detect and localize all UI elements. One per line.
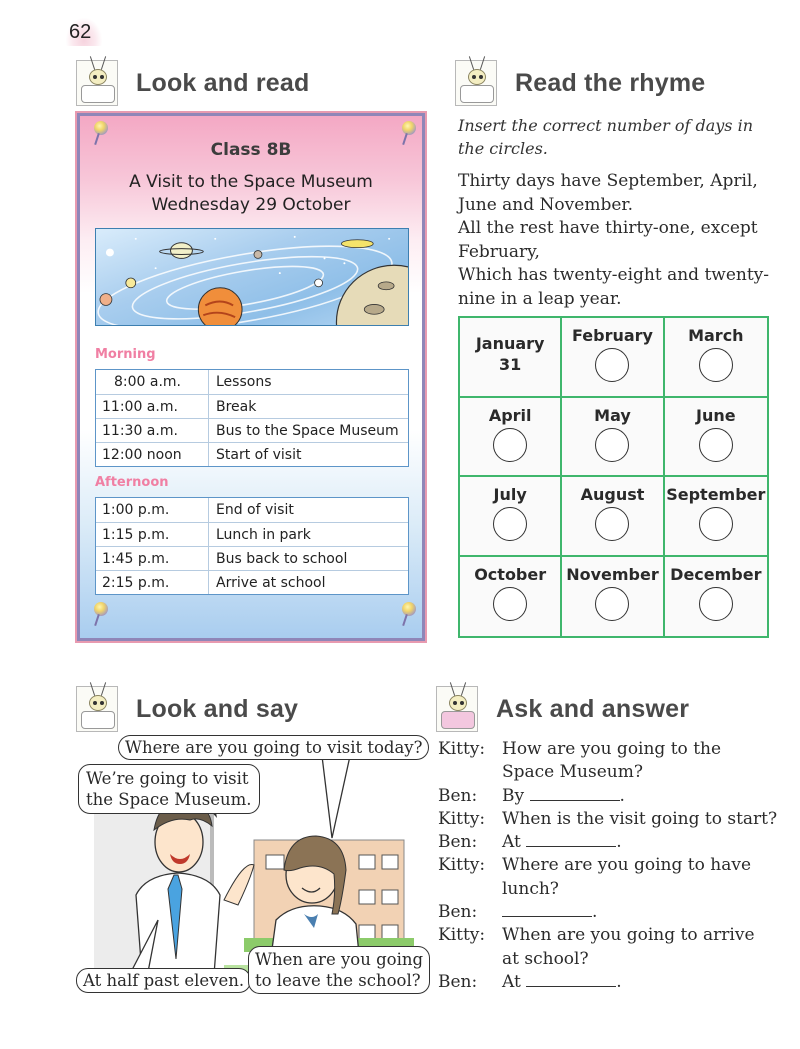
schedule-activity: Bus back to school <box>216 551 348 567</box>
dialogue-row <box>438 854 783 877</box>
dialogue-row <box>438 831 783 854</box>
dialogue-row <box>438 924 783 947</box>
afternoon-schedule-table <box>95 497 409 595</box>
table-row <box>96 418 408 442</box>
answer-circle[interactable] <box>493 587 527 621</box>
section-header-ask-and-answer <box>436 684 689 734</box>
section-header-look-and-read <box>76 58 309 108</box>
table-row <box>96 522 408 546</box>
schedule-time: 12:00 noon <box>96 443 209 466</box>
punctuation: . <box>616 832 622 853</box>
rhyme-line: Thirty days have September, April, <box>458 171 758 191</box>
answer-circle[interactable] <box>595 428 629 462</box>
month-days: 31 <box>499 355 522 374</box>
speech-bubble-girl-question2 <box>248 946 430 994</box>
rhyme-line: June and November. <box>458 194 634 215</box>
section-title: Look and read <box>136 68 310 97</box>
schedule-time: 11:30 a.m. <box>96 419 209 442</box>
month-name: October <box>474 564 547 584</box>
schedule-time: 2:15 p.m. <box>96 571 209 594</box>
dialogue-answer <box>502 831 783 854</box>
space-illustration <box>95 228 409 326</box>
section-header-look-and-say <box>76 684 298 734</box>
answer-circle[interactable] <box>595 587 629 621</box>
notice-title-line1: A Visit to the Space Museum <box>129 172 373 192</box>
schedule-activity: End of visit <box>216 502 294 518</box>
class-name: Class 8B <box>210 140 292 160</box>
dialogue-text: lunch? <box>502 878 559 899</box>
schedule-time: 8:00 a.m. <box>96 370 209 394</box>
month-cell-march <box>665 318 767 398</box>
schedule-activity: Arrive at school <box>216 575 326 591</box>
table-row <box>96 394 408 418</box>
pushpin-icon <box>94 121 108 135</box>
pushpin-icon <box>94 602 108 616</box>
speaker: Kitty: <box>438 925 486 946</box>
speech-bubble-boy-answer <box>78 764 260 814</box>
schedule-time: 1:15 p.m. <box>96 523 209 546</box>
rhyme-line: February, <box>458 241 540 262</box>
speaker <box>438 878 502 901</box>
punctuation: . <box>592 902 598 923</box>
schedule-time: 1:00 p.m. <box>96 498 209 522</box>
month-name: July <box>493 485 527 504</box>
dialogue-text: Space Museum? <box>502 762 643 783</box>
look-and-say-illustration <box>74 730 422 998</box>
dialogue-text: at school? <box>502 948 589 969</box>
ant-reading-icon <box>455 60 497 106</box>
table-row <box>96 570 408 594</box>
morning-schedule-table <box>95 369 409 467</box>
month-name: September <box>666 485 766 504</box>
dialogue-text: How are you going to the <box>502 739 722 759</box>
speaker: Ben: <box>438 902 478 923</box>
month-name: August <box>580 485 645 504</box>
month-name: November <box>566 564 659 584</box>
month-cell-september <box>665 477 767 557</box>
table-row <box>96 442 408 466</box>
section-title: Ask and answer <box>496 694 690 723</box>
speaker: Ben: <box>438 832 478 853</box>
dialogue-text: At <box>502 832 521 853</box>
ant-reading-icon <box>76 60 118 106</box>
dialogue-text: By <box>502 785 525 806</box>
answer-circle[interactable] <box>493 507 527 541</box>
punctuation: . <box>616 971 622 992</box>
ant-talking-icon <box>76 686 118 732</box>
schedule-time: 11:00 a.m. <box>96 395 209 418</box>
month-cell-july <box>460 477 562 557</box>
speaker: Ben: <box>438 971 478 992</box>
schedule-activity: Lunch in park <box>216 527 311 543</box>
answer-circle[interactable] <box>699 587 733 621</box>
pushpin-icon <box>402 121 416 135</box>
schedule-activity: Break <box>216 399 257 415</box>
afternoon-label: Afternoon <box>95 475 169 490</box>
answer-circle[interactable] <box>699 348 733 382</box>
notice-date: Wednesday 29 October <box>151 195 351 215</box>
dialogue-answer <box>502 971 783 994</box>
table-row <box>96 546 408 570</box>
ant-writing-icon <box>436 686 478 732</box>
table-row <box>96 498 408 522</box>
dialogue-row <box>438 808 783 831</box>
month-name: May <box>594 405 631 425</box>
speech-line: When are you going <box>255 950 424 969</box>
speech-line: the Space Museum. <box>86 790 252 809</box>
speech-bubble-girl-question: Where are you going to visit today? <box>118 735 429 760</box>
dialogue-answer <box>502 901 783 924</box>
speaker: Ben: <box>438 785 478 806</box>
rhyme-line: Which has twenty-eight and twenty- <box>458 265 770 285</box>
section-title: Read the rhyme <box>515 68 706 97</box>
answer-circle[interactable] <box>699 428 733 462</box>
answer-blank[interactable] <box>530 785 620 801</box>
answer-blank[interactable] <box>502 901 592 917</box>
rhyme-text <box>458 170 778 311</box>
dialogue-row <box>438 878 783 901</box>
month-cell-june <box>665 398 767 478</box>
dialogue <box>438 738 783 994</box>
speaker: Kitty: <box>438 855 486 876</box>
dialogue-text: At <box>502 971 521 992</box>
month-cell-november <box>562 557 664 637</box>
speaker <box>438 948 502 971</box>
punctuation: . <box>619 785 625 806</box>
month-name: March <box>688 326 744 345</box>
schedule-activity: Bus to the Space Museum <box>216 423 399 439</box>
month-cell-august <box>562 477 664 557</box>
dialogue-text: When are you going to arrive <box>502 925 755 946</box>
notice-title <box>80 171 422 217</box>
months-grid <box>458 316 769 638</box>
dialogue-row <box>438 738 783 761</box>
schedule-activity: Start of visit <box>216 447 302 463</box>
dialogue-row <box>438 761 783 784</box>
speaker <box>438 761 502 784</box>
section-header-read-the-rhyme <box>455 58 705 108</box>
section-title: Look and say <box>136 694 299 723</box>
speech-line: to leave the school? <box>255 971 421 990</box>
month-name: April <box>488 405 532 425</box>
schedule-activity: Lessons <box>216 374 272 390</box>
month-cell-february <box>562 318 664 398</box>
month-cell-october <box>460 557 562 637</box>
dialogue-row <box>438 971 783 994</box>
month-cell-april <box>460 398 562 478</box>
dialogue-row <box>438 901 783 924</box>
answer-circle[interactable] <box>595 507 629 541</box>
rhyme-instruction: Insert the correct number of days in the circles. <box>458 116 753 158</box>
answer-circle[interactable] <box>699 507 733 541</box>
answer-blank[interactable] <box>526 971 616 987</box>
pushpin-icon <box>402 602 416 616</box>
month-name: December <box>670 564 762 584</box>
dialogue-text: When is the visit going to start? <box>502 808 778 829</box>
notice-board <box>77 113 425 641</box>
speech-line: We’re going to visit <box>86 769 249 788</box>
dialogue-row <box>438 785 783 808</box>
speaker: Kitty: <box>438 739 486 759</box>
speech-bubble-boy-time: At half past eleven. <box>76 968 251 993</box>
month-cell-january <box>460 318 562 398</box>
month-cell-december <box>665 557 767 637</box>
morning-label: Morning <box>95 347 156 362</box>
dialogue-answer <box>502 785 783 808</box>
answer-circle[interactable] <box>493 428 527 462</box>
table-row <box>96 370 408 394</box>
answer-blank[interactable] <box>526 831 616 847</box>
dialogue-text: Where are you going to have <box>502 855 751 876</box>
schedule-time: 1:45 p.m. <box>96 547 209 570</box>
dialogue-row <box>438 948 783 971</box>
speaker: Kitty: <box>438 808 486 829</box>
rhyme-line: All the rest have thirty-one, except <box>458 218 758 238</box>
rhyme-line: nine in a leap year. <box>458 288 622 309</box>
page-number: 62 <box>66 18 102 46</box>
month-name: June <box>696 405 736 425</box>
month-cell-may <box>562 398 664 478</box>
month-name: January <box>475 334 545 353</box>
answer-circle[interactable] <box>595 348 629 382</box>
month-name: February <box>572 326 653 345</box>
